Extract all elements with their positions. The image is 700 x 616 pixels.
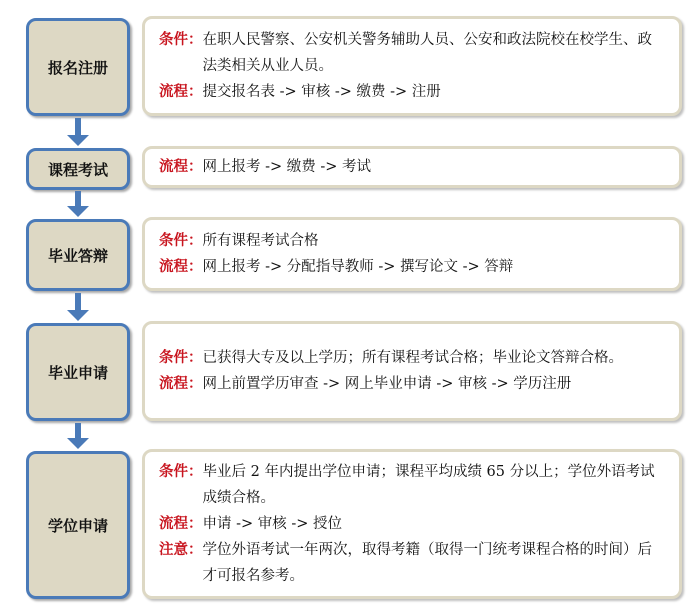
line-text: 毕业后 2 年内提出学位申请；课程平均成绩 65 分以上；学位外语考试成绩合格。 xyxy=(202,464,655,506)
stage-box-registration xyxy=(26,18,130,116)
stage-label: 报名注册 xyxy=(47,58,108,77)
line-text: 所有课程考试合格 xyxy=(202,233,319,249)
stage-label: 毕业答辩 xyxy=(47,246,108,265)
process-line xyxy=(159,254,665,280)
line-key: 流程： xyxy=(159,516,203,532)
stage-description-graduation xyxy=(142,321,682,421)
line-key: 条件： xyxy=(159,350,203,366)
stage-description-degree xyxy=(142,449,682,599)
stage-label: 课程考试 xyxy=(47,160,108,179)
line-text: 网上前置学历审查 -> 网上毕业申请 -> 审核 -> 学历注册 xyxy=(202,376,572,392)
line-text: 提交报名表 -> 审核 -> 缴费 -> 注册 xyxy=(202,84,441,100)
line-key: 流程： xyxy=(159,376,203,392)
flow-arrow-down-icon xyxy=(71,191,85,217)
flow-arrow-down-icon xyxy=(71,423,85,449)
line-text: 网上报考 -> 缴费 -> 考试 xyxy=(202,159,372,175)
stage-description-defense xyxy=(142,217,682,291)
line-key: 注意： xyxy=(159,542,203,558)
condition-line xyxy=(159,459,665,511)
line-key: 流程： xyxy=(159,159,203,175)
condition-line xyxy=(159,345,665,371)
process-line xyxy=(159,371,665,397)
stage-label: 毕业申请 xyxy=(47,363,108,382)
stage-box-course-exam xyxy=(26,148,130,190)
line-key: 条件： xyxy=(159,233,203,249)
stage-label: 学位申请 xyxy=(47,516,108,535)
condition-line xyxy=(159,228,665,254)
flow-arrow-down-icon xyxy=(71,118,85,146)
stage-box-defense xyxy=(26,219,130,291)
process-line xyxy=(159,154,665,180)
line-key: 流程： xyxy=(159,259,203,275)
stage-box-degree xyxy=(26,451,130,599)
line-key: 流程： xyxy=(159,84,203,100)
process-line xyxy=(159,511,665,537)
process-line xyxy=(159,79,665,105)
line-text: 已获得大专及以上学历；所有课程考试合格；毕业论文答辩合格。 xyxy=(202,350,623,366)
line-text: 网上报考 -> 分配指导教师 -> 撰写论文 -> 答辩 xyxy=(202,259,514,275)
condition-line xyxy=(159,27,665,79)
line-text: 申请 -> 审核 -> 授位 xyxy=(202,516,343,532)
line-key: 条件： xyxy=(159,32,203,48)
flow-arrow-down-icon xyxy=(71,293,85,321)
stage-description-registration xyxy=(142,16,682,116)
line-key: 条件： xyxy=(159,464,203,480)
note-line xyxy=(159,537,665,589)
stage-description-course-exam xyxy=(142,146,682,188)
stage-box-graduation xyxy=(26,323,130,421)
line-text: 学位外语考试一年两次，取得考籍（取得一门统考课程合格的时间）后才可报名参考。 xyxy=(202,542,652,584)
line-text: 在职人民警察、公安机关警务辅助人员、公安和政法院校在校学生、政法类相关从业人员。 xyxy=(202,32,652,74)
